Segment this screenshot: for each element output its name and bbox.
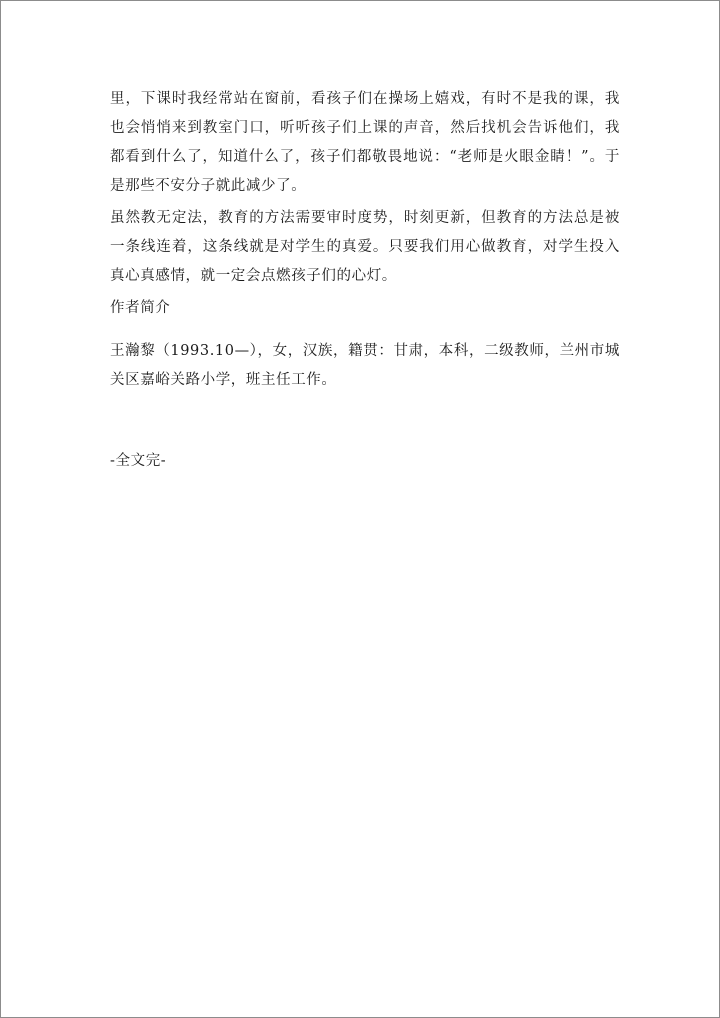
body-paragraph-2: 虽然教无定法，教育的方法需要审时度势，时刻更新，但教育的方法总是被一条线连着，这条线就是对学生的真爱。只要我们用心做教育，对学生投入真心真感情，就一定会点燃孩子们的心灯。 bbox=[110, 210, 620, 284]
end-of-document-mark: -全文完- bbox=[110, 453, 167, 469]
author-heading: 作者简介 bbox=[110, 300, 171, 316]
body-paragraph-1: 里，下课时我经常站在窗前，看孩子们在操场上嬉戏，有时不是我的课，我也会悄悄来到教室门口，听听孩子们上课的声音，然后找机会告诉他们，我都看到什么了，知道什么了，孩子们都敬畏地说：“老师是火眼金睛！”。于是那些不安分子就此减少了。 bbox=[110, 91, 620, 194]
author-bio: 王瀚黎（1993.10—），女，汉族，籍贯：甘肃，本科，二级教师，兰州市城关区嘉峪关路小学，班主任工作。 bbox=[110, 343, 620, 388]
document-body bbox=[110, 85, 620, 476]
